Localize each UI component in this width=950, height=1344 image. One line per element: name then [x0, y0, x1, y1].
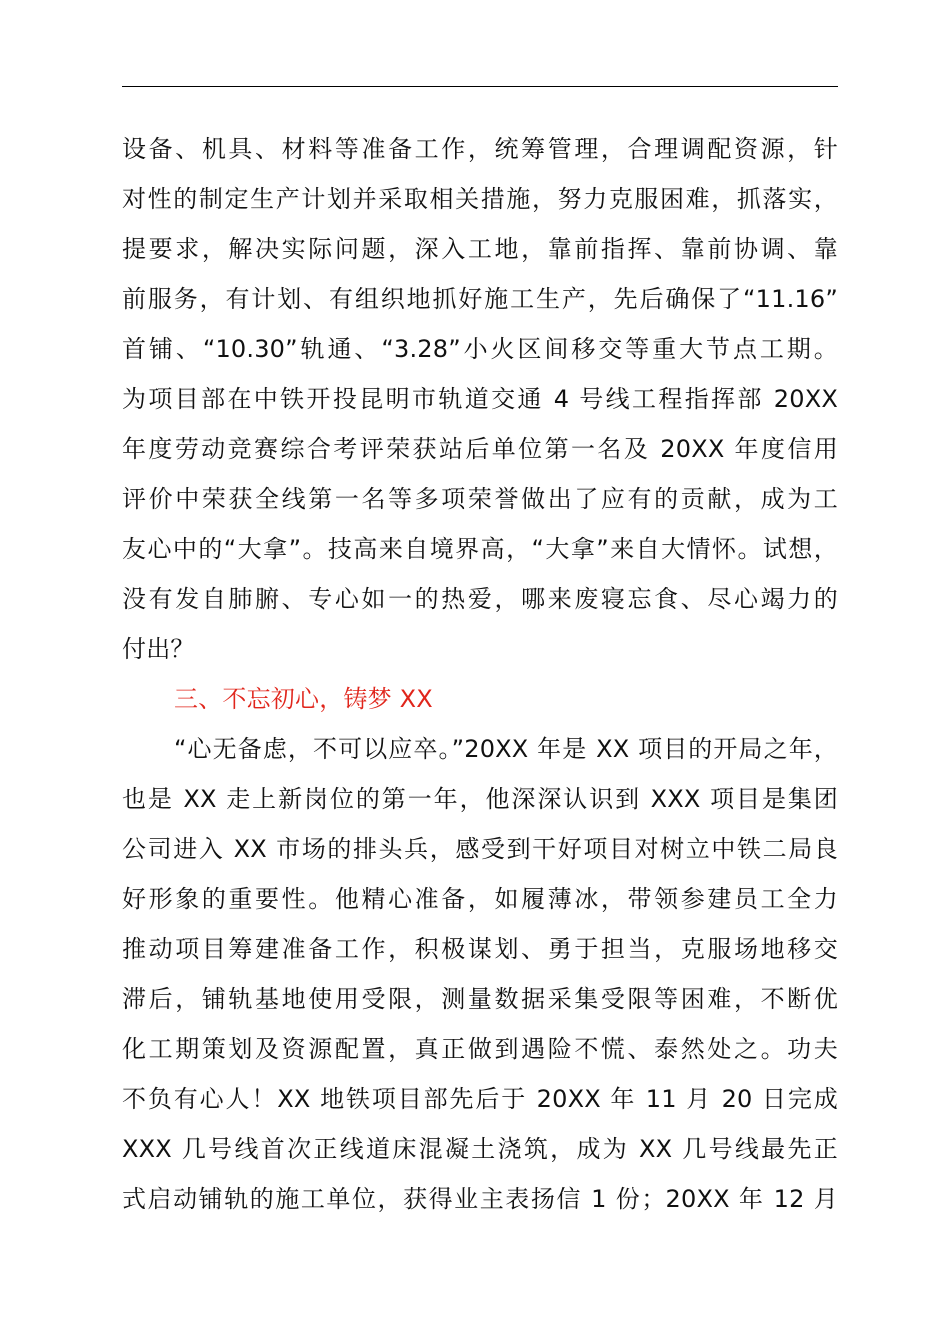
paragraph-2-line: 滞后，铺轨基地使用受限，测量数据采集受限等困难，不断优 — [122, 985, 838, 1013]
paragraph-2-line: 不负有心人！XX 地铁项目部先后于 20XX 年 11 月 20 日完成 — [122, 1085, 838, 1113]
header-rule — [122, 86, 838, 87]
paragraph-2-line: “心无备虑，不可以应卒。”20XX 年是 XX 项目的开局之年， — [174, 735, 838, 763]
paragraph-2 — [122, 724, 838, 1224]
paragraph-1-line: 前服务，有计划、有组织地抓好施工生产，先后确保了“11.16” — [122, 285, 838, 313]
paragraph-2-line: XXX 几号线首次正线道床混凝土浇筑，成为 XX 几号线最先正 — [122, 1135, 838, 1163]
paragraph-1-line: 评价中荣获全线第一名等多项荣誉做出了应有的贡献，成为工 — [122, 485, 838, 513]
paragraph-1-line: 设备、机具、材料等准备工作，统筹管理，合理调配资源，针 — [122, 135, 838, 163]
paragraph-1-line: 对性的制定生产计划并采取相关措施，努力克服困难，抓落实， — [122, 185, 838, 213]
section-heading: 三、不忘初心，铸梦 XX — [174, 685, 433, 713]
paragraph-1 — [122, 124, 838, 674]
paragraph-2-line: 公司进入 XX 市场的排头兵，感受到干好项目对树立中铁二局良 — [122, 835, 838, 863]
paragraph-1-line: 没有发自肺腑、专心如一的热爱，哪来废寝忘食、尽心竭力的 — [122, 585, 838, 613]
paragraph-1-line: 首铺、“10.30”轨通、“3.28”小火区间移交等重大节点工期。 — [122, 335, 838, 363]
paragraph-2-line: 推动项目筹建准备工作，积极谋划、勇于担当，克服场地移交 — [122, 935, 838, 963]
paragraph-1-line: 付出？ — [122, 635, 195, 663]
document-body — [122, 124, 838, 1224]
paragraph-1-line: 年度劳动竞赛综合考评荣获站后单位第一名及 20XX 年度信用 — [122, 435, 838, 463]
paragraph-2-line: 化工期策划及资源配置，真正做到遇险不慌、泰然处之。功夫 — [122, 1035, 838, 1063]
paragraph-1-line: 友心中的“大拿”。技高来自境界高，“大拿”来自大情怀。试想， — [122, 535, 838, 563]
paragraph-2-line: 也是 XX 走上新岗位的第一年，他深深认识到 XXX 项目是集团 — [122, 785, 838, 813]
paragraph-2-line: 式启动铺轨的施工单位，获得业主表扬信 1 份；20XX 年 12 月 — [122, 1185, 838, 1213]
paragraph-2-line: 好形象的重要性。他精心准备，如履薄冰，带领参建员工全力 — [122, 885, 838, 913]
paragraph-1-line: 提要求，解决实际问题，深入工地，靠前指挥、靠前协调、靠 — [122, 235, 838, 263]
paragraph-1-line: 为项目部在中铁开投昆明市轨道交通 4 号线工程指挥部 20XX — [122, 385, 838, 413]
